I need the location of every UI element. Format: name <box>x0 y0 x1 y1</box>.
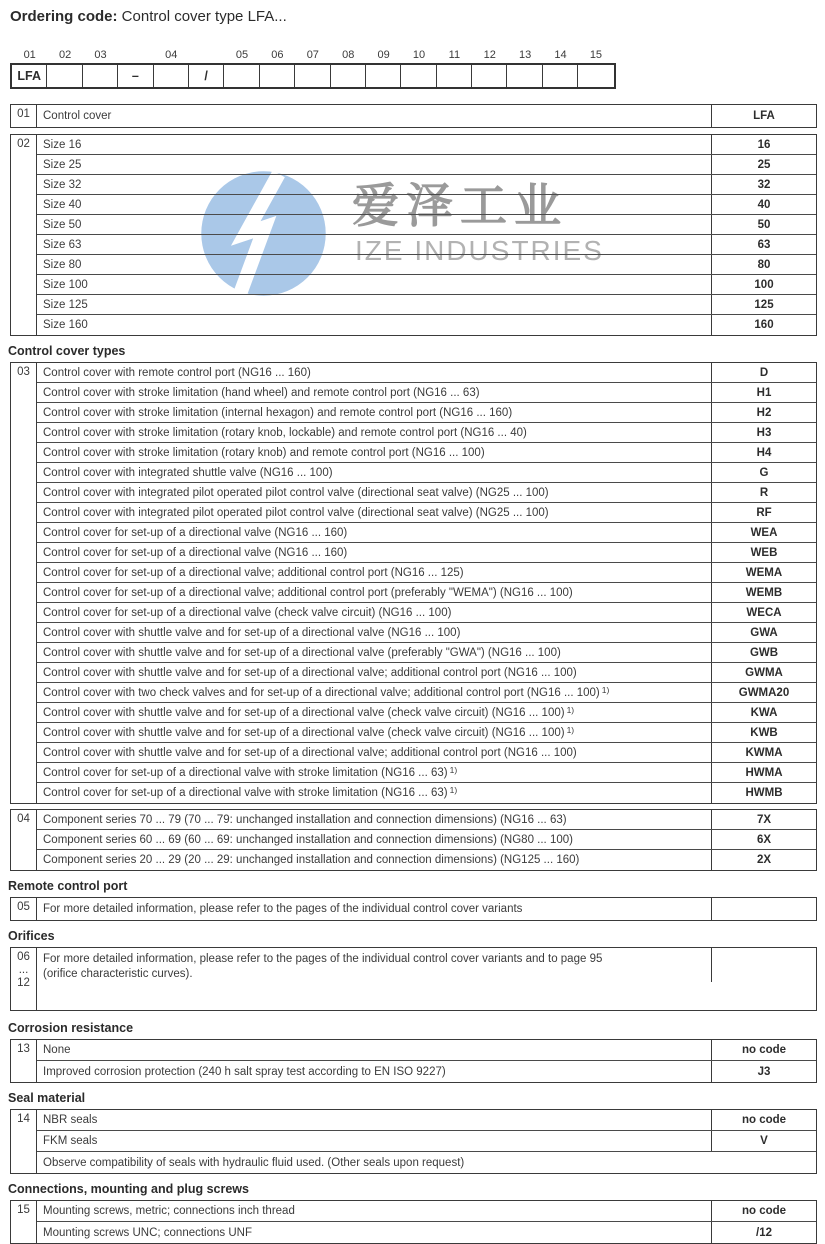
code-box-label: 08 <box>342 49 355 61</box>
group-05-remote-control-port <box>10 897 817 921</box>
row-code: H3 <box>756 426 772 439</box>
row-code: G <box>759 466 769 479</box>
group-13-corrosion-resistance <box>10 1039 817 1083</box>
code-box-cell <box>224 65 259 87</box>
table-row <box>37 783 816 803</box>
row-description: Control cover for set-up of a directional valve (check valve circuit) (NG16 ... 100) <box>37 603 712 622</box>
row-code: RF <box>756 506 772 519</box>
row-code: 16 <box>757 138 771 151</box>
code-box-cell <box>260 65 295 87</box>
row-code: WEA <box>750 526 778 539</box>
section-heading-orifices: Orifices <box>8 929 55 943</box>
code-box-label: 06 <box>271 49 284 61</box>
table-row <box>37 1201 816 1222</box>
code-box-cell <box>331 65 366 87</box>
row-code: 6X <box>756 833 772 846</box>
row-description: Control cover with stroke limitation (rotary knob, lockable) and remote control port (NG16 ... 40) <box>37 423 712 442</box>
code-box-label: 13 <box>519 49 532 61</box>
group-01-control-cover <box>10 104 817 128</box>
row-code: GWMA20 <box>738 686 790 699</box>
row-code: 160 <box>754 319 774 331</box>
row-description: Control cover with integrated pilot operated pilot control valve (directional seat valve) (NG25 ... 100) <box>37 483 712 502</box>
group-number: 14 <box>11 1110 37 1173</box>
table-row <box>37 763 816 783</box>
group-06-12-orifices <box>10 947 817 1011</box>
row-description: Control cover for set-up of a directional valve; additional control port (preferably "WEMA") (NG16 ... 100) <box>37 583 712 602</box>
row-code: WECA <box>746 606 782 619</box>
row-code: 40 <box>757 198 771 211</box>
code-box-label: 14 <box>554 49 567 61</box>
code-box-label <box>189 49 224 63</box>
table-row <box>37 135 816 155</box>
row-description: Control cover with integrated pilot operated pilot control valve (directional seat valve) (NG25 ... 100) <box>37 503 712 522</box>
table-row <box>37 1040 816 1061</box>
code-box-label: 04 <box>165 49 178 61</box>
row-description: Mounting screws UNC; connections UNF <box>37 1222 712 1243</box>
group-number: 03 <box>11 363 37 803</box>
code-box-label: 10 <box>412 49 426 61</box>
code-box-cell <box>154 65 189 87</box>
table-row <box>37 898 816 920</box>
row-description: Size 32 <box>37 175 712 194</box>
row-description: Size 63 <box>37 235 712 254</box>
ordering-code-boxes <box>10 49 817 89</box>
group-03-control-cover-types <box>10 362 817 804</box>
row-description: Control cover with shuttle valve and for set-up of a directional valve (check valve circuit) (NG16 ... 100) $^{1)}$ <box>37 703 712 722</box>
row-description: Control cover with shuttle valve and for set-up of a directional valve (NG16 ... 100) <box>37 623 712 642</box>
group-number: 13 <box>11 1040 37 1082</box>
group-number: 01 <box>11 105 37 127</box>
table-row <box>37 255 816 275</box>
table-row <box>37 1061 816 1082</box>
table-row <box>37 175 816 195</box>
code-box-cell: – <box>118 65 153 87</box>
row-description: Size 160 <box>37 315 712 335</box>
row-description: Size 125 <box>37 295 712 314</box>
page-title <box>10 0 817 25</box>
row-description: Size 16 <box>37 135 712 154</box>
row-description: NBR seals <box>37 1110 712 1130</box>
row-description: Control cover with shuttle valve and for set-up of a directional valve (preferably "GWA") (NG16 ... 100) <box>37 643 712 662</box>
group-number: 15 <box>11 1201 37 1243</box>
row-description: None <box>37 1040 712 1060</box>
row-code: GWA <box>750 626 778 639</box>
code-box-cell <box>401 65 436 87</box>
row-description: For more detailed information, please refer to the pages of the individual control cover variants <box>37 898 712 920</box>
row-code: WEMB <box>745 586 783 599</box>
table-row <box>37 423 816 443</box>
row-code: no code <box>741 1205 787 1217</box>
row-description: Control cover for set-up of a directional valve (NG16 ... 160) <box>37 543 712 562</box>
table-row <box>37 743 816 763</box>
row-description: Size 40 <box>37 195 712 214</box>
code-box-cell <box>472 65 507 87</box>
table-row <box>37 1222 816 1243</box>
row-description: For more detailed information, please refer to the pages of the individual control cover variants and to page 95 (orifice characteristic curves). <box>37 948 712 982</box>
table-row <box>37 275 816 295</box>
section-heading-connections: Connections, mounting and plug screws <box>8 1182 249 1196</box>
row-description: Control cover for set-up of a directional valve; additional control port (NG16 ... 125) <box>37 563 712 582</box>
code-box-cell <box>366 65 401 87</box>
table-row <box>37 523 816 543</box>
code-box-label: 07 <box>306 49 319 61</box>
row-code: LFA <box>753 110 775 122</box>
row-code: V <box>760 1135 768 1147</box>
row-code: 63 <box>757 238 771 251</box>
row-description: Mounting screws, metric; connections inch thread <box>37 1201 712 1221</box>
row-code: 32 <box>757 178 771 191</box>
row-description: Control cover for set-up of a directional valve with stroke limitation (NG16 ... 63) $^{1)}$ <box>37 763 712 782</box>
row-code: KWMA <box>745 746 783 759</box>
code-box-cell <box>578 65 613 87</box>
table-row <box>37 703 816 723</box>
row-description: Control cover with two check valves and for set-up of a directional valve; additional control port (NG16 ... 100) $^{1)}$ <box>37 683 712 702</box>
row-description: Control cover with stroke limitation (hand wheel) and remote control port (NG16 ... 63) <box>37 383 712 402</box>
row-description: Size 100 <box>37 275 712 294</box>
table-row <box>37 195 816 215</box>
watermark-chinese-text: 爱泽工业 <box>352 179 568 232</box>
code-box-label: 09 <box>377 49 390 61</box>
row-code: HWMB <box>745 787 783 799</box>
row-description: Component series 60 ... 69 (60 ... 69: unchanged installation and connection dimensions) (NG80 ... 100) <box>37 830 712 849</box>
group-04-component-series <box>10 809 817 871</box>
code-box-label: 12 <box>483 49 496 61</box>
row-code: R <box>759 486 769 499</box>
group-number: 06 ... 12 <box>11 948 37 1010</box>
table-row <box>37 583 816 603</box>
code-box-cell <box>507 65 542 87</box>
row-code: 80 <box>757 258 771 271</box>
table-row <box>37 830 816 850</box>
group-number: 02 <box>11 135 37 335</box>
row-code: GWB <box>749 646 779 659</box>
row-description: FKM seals <box>37 1131 712 1151</box>
group-number: 04 <box>11 810 37 870</box>
row-code: WEB <box>750 546 778 559</box>
code-box-cell <box>47 65 82 87</box>
code-box-labels <box>10 49 817 63</box>
table-row <box>37 643 816 663</box>
section-heading-corrosion-resistance: Corrosion resistance <box>8 1021 134 1035</box>
table-row <box>37 215 816 235</box>
code-box-cell: LFA <box>12 65 47 87</box>
row-code: KWB <box>750 726 778 739</box>
table-row <box>37 563 816 583</box>
code-box-label: 15 <box>589 49 603 61</box>
row-description: Control cover with stroke limitation (rotary knob) and remote control port (NG16 ... 100) <box>37 443 712 462</box>
table-row <box>37 810 816 830</box>
group-15-connections <box>10 1200 817 1244</box>
page-title-rest: Control cover type LFA... <box>117 8 287 25</box>
row-code: H1 <box>756 386 772 399</box>
table-row <box>37 948 816 1010</box>
row-description: Control cover for set-up of a directional valve (NG16 ... 160) <box>37 523 712 542</box>
row-code <box>712 898 816 920</box>
table-row <box>37 683 816 703</box>
code-box-label: 05 <box>235 49 249 61</box>
row-code: /12 <box>756 1226 772 1239</box>
table-row <box>37 315 816 335</box>
code-box-cell <box>543 65 578 87</box>
group-14-seal-material <box>10 1109 817 1174</box>
row-description: Control cover with shuttle valve and for set-up of a directional valve; additional control port (NG16 ... 100) <box>37 663 712 682</box>
table-row <box>37 403 816 423</box>
table-row <box>37 723 816 743</box>
table-row <box>37 235 816 255</box>
row-code: H4 <box>756 446 772 459</box>
watermark-english-text: IZE INDUSTRIES <box>355 235 604 266</box>
page-title-label: Ordering code: <box>10 8 118 25</box>
row-code: 125 <box>754 298 774 311</box>
row-description: Control cover with shuttle valve and for set-up of a directional valve (check valve circuit) (NG16 ... 100) $^{1)}$ <box>37 723 712 742</box>
code-box-cell <box>83 65 118 87</box>
code-box-label <box>118 49 153 63</box>
row-code: H2 <box>756 406 772 419</box>
row-description: Improved corrosion protection (240 h salt spray test according to EN ISO 9227) <box>37 1061 712 1082</box>
table-row <box>37 155 816 175</box>
table-row <box>37 105 816 127</box>
row-code: 25 <box>757 158 771 171</box>
group-02-sizes <box>10 134 817 336</box>
section-heading-control-cover-types: Control cover types <box>8 344 126 358</box>
code-box-label: 11 <box>448 49 461 61</box>
row-description: Control cover <box>37 105 712 127</box>
row-code: 50 <box>757 218 771 231</box>
table-row <box>37 443 816 463</box>
table-row <box>37 483 816 503</box>
code-box-cell <box>437 65 472 87</box>
row-description: Size 25 <box>37 155 712 174</box>
table-row <box>37 850 816 870</box>
table-row <box>37 1110 816 1131</box>
table-row <box>37 603 816 623</box>
table-row <box>37 623 816 643</box>
code-box-row <box>10 63 616 89</box>
row-code: 7X <box>756 813 772 826</box>
row-code: D <box>759 366 769 379</box>
code-box-label: 01 <box>23 49 36 61</box>
row-description: Control cover with remote control port (NG16 ... 160) <box>37 363 712 382</box>
group-number: 05 <box>11 898 37 920</box>
table-row <box>37 363 816 383</box>
row-code: no code <box>741 1114 787 1126</box>
row-description: Control cover with stroke limitation (internal hexagon) and remote control port (NG16 ... 160) <box>37 403 712 422</box>
row-code: HWMA <box>745 766 783 779</box>
table-row <box>37 543 816 563</box>
row-description: Component series 70 ... 79 (70 ... 79: unchanged installation and connection dimensions) (NG16 ... 63) <box>37 810 712 829</box>
table-row <box>37 295 816 315</box>
code-box-cell: / <box>189 65 224 87</box>
row-code: J3 <box>757 1065 771 1078</box>
section-heading-remote-control-port: Remote control port <box>8 879 128 893</box>
table-row <box>37 663 816 683</box>
table-row <box>37 1152 816 1173</box>
row-code: 100 <box>754 278 774 291</box>
row-description: Size 80 <box>37 255 712 274</box>
row-code: GWMA <box>745 666 783 679</box>
code-box-cell <box>295 65 330 87</box>
row-code: 2X <box>756 854 772 866</box>
code-box-label: 02 <box>58 49 72 61</box>
code-box-label: 03 <box>94 49 107 61</box>
table-row <box>37 1131 816 1152</box>
table-row <box>37 463 816 483</box>
row-description: Control cover with integrated shuttle valve (NG16 ... 100) <box>37 463 712 482</box>
section-heading-seal-material: Seal material <box>8 1091 86 1105</box>
row-description: Component series 20 ... 29 (20 ... 29: unchanged installation and connection dimensions) (NG125 ... 160) <box>37 850 712 870</box>
table-row <box>37 503 816 523</box>
row-code: no code <box>741 1044 787 1056</box>
row-description: Control cover for set-up of a directional valve with stroke limitation (NG16 ... 63) $^{1)}$ <box>37 783 712 803</box>
row-code: KWA <box>750 706 778 719</box>
table-row <box>37 383 816 403</box>
row-description: Control cover with shuttle valve and for set-up of a directional valve; additional control port (NG16 ... 100) <box>37 743 712 762</box>
row-description: Observe compatibility of seals with hydraulic fluid used. (Other seals upon request) <box>43 1156 465 1169</box>
row-description: Size 50 <box>37 215 712 234</box>
row-code: WEMA <box>745 566 783 579</box>
